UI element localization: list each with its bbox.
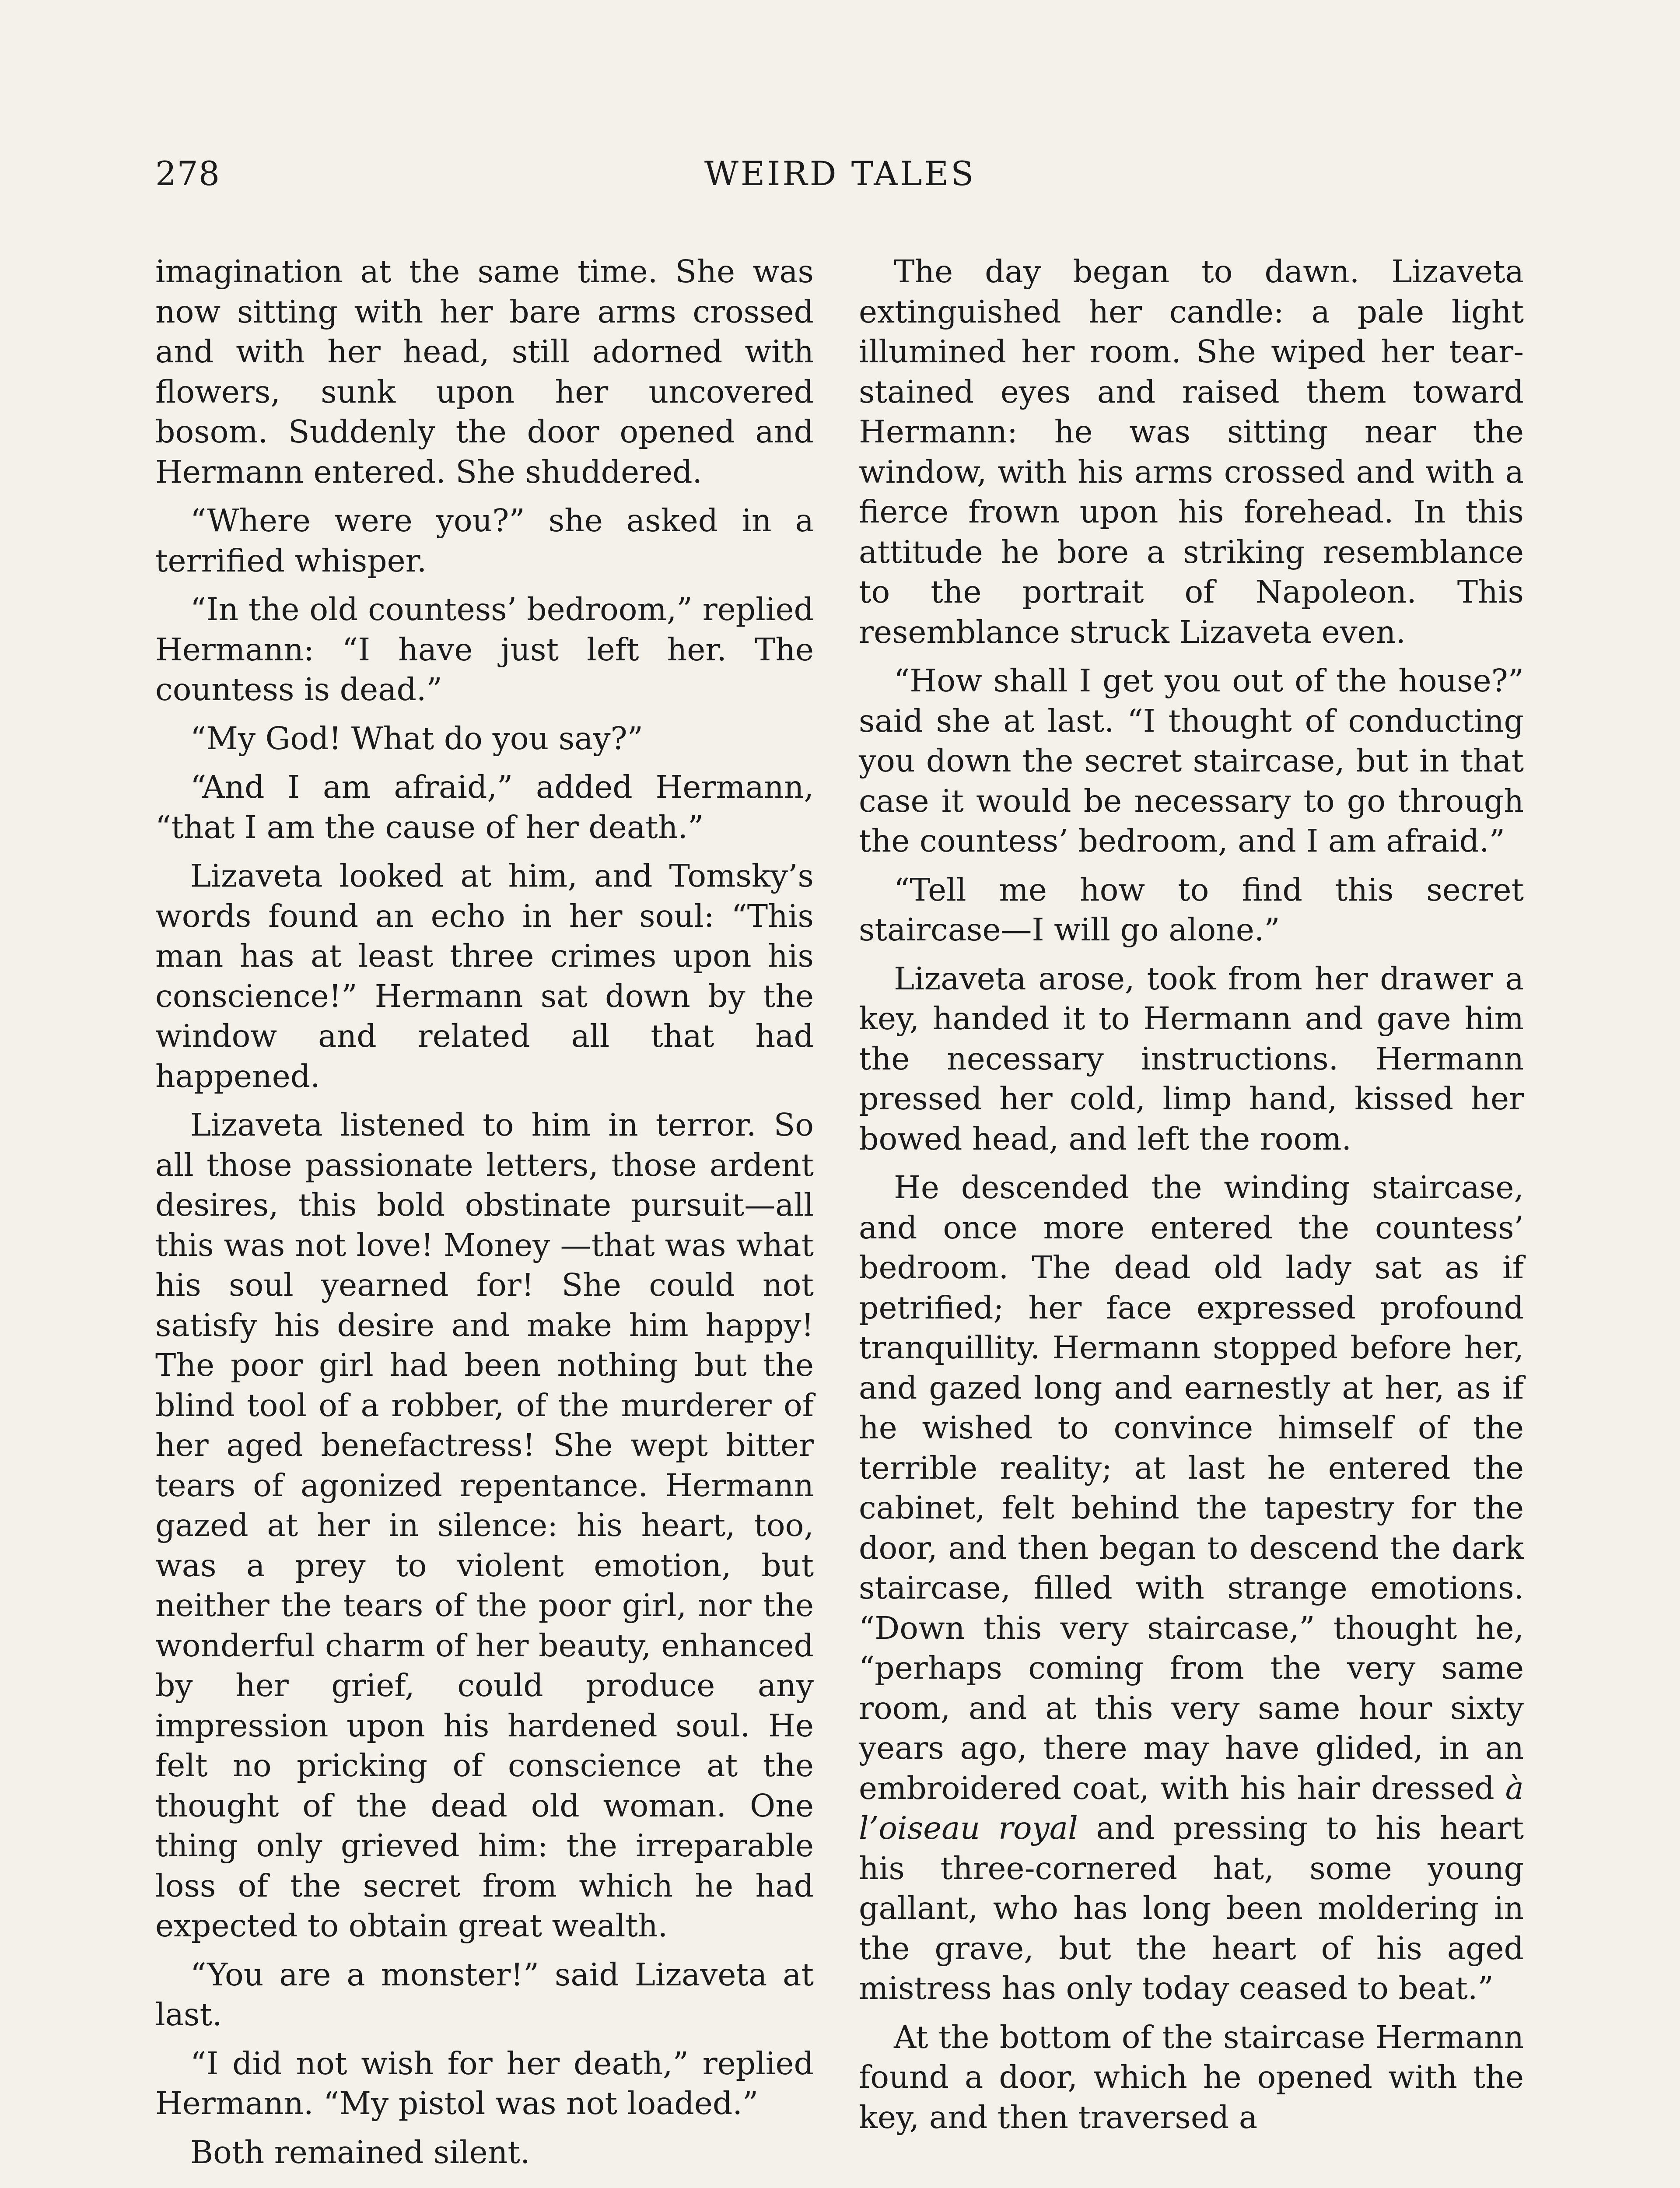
paragraph: “How shall I get you out of the house?” said she at last. “I thought of conducting you down the secret staircase, but in that case it would be necessary to go through the countess’ bedroom, and I am afraid.” <box>859 663 1524 859</box>
paragraph: “Tell me how to find this secret staircase—I will go alone.” <box>859 871 1524 948</box>
page-number: 278 <box>155 154 220 193</box>
paragraph: “My God! What do you say?” <box>190 720 643 757</box>
running-head: WEIRD TALES <box>704 154 976 193</box>
paragraph: Lizaveta looked at him, and Tomsky’s words found an echo in her soul: “This man has at least three crimes upon his conscience!” Hermann sat down by the window and related all that had happened. <box>155 858 814 1094</box>
paragraph: At the bottom of the staircase Hermann found a door, which he opened with the key, and then traversed a <box>859 2019 1524 2135</box>
paragraph: “In the old countess’ bedroom,” replied Hermann: “I have just left her. The countess is dead.” <box>155 591 814 708</box>
paragraph <box>859 1168 1524 2009</box>
paragraph-text: He descended the winding staircase, and once more entered the countess’ bedroom. The dead old lady sat as if petrified; her face expressed profound tranquillity. Hermann stopped before her, and gazed long and earnestly at her, as if he wished to convince himself of the terrible reality; at last he entered the cabinet, felt behind the tapestry for the door, and then began to descend the dark staircase, filled with strange emotions. “Down this very staircase,” thought he, “perhaps coming from the very same room, and at this very same hour sixty years ago, there may have glided, in an embroidered coat, with his hair dressed <box>859 1169 1524 1806</box>
paragraph: “Where were you?” she asked in a terrified whisper. <box>155 502 814 579</box>
paragraph: imagination at the same time. She was now sitting with her bare arms crossed and with her head, still adorned with flowers, sunk upon her uncovered bosom. Suddenly the door opened and Hermann entered. She shuddered. <box>155 253 814 490</box>
paragraph: “You are a monster!” said Lizaveta at last. <box>155 1956 814 2033</box>
paragraph: Lizaveta arose, took from her drawer a key, handed it to Hermann and gave him the necessary instructions. Hermann pressed her cold, limp hand, kissed her bowed head, and left the room. <box>859 960 1524 1157</box>
paragraph: Both remained silent. <box>190 2134 530 2170</box>
left-column <box>155 252 814 2181</box>
paragraph-text-continued: and pressing to his heart his three-cornered hat, some young gallant, who has long been moldering in the grave, but the heart of his aged mistress has only today ceased to beat.” <box>859 1810 1524 2006</box>
right-column <box>859 252 1524 2146</box>
paragraph: “I did not wish for her death,” replied Hermann. “My pistol was not loaded.” <box>155 2045 814 2121</box>
paragraph: “And I am afraid,” added Hermann, “that I am the cause of her death.” <box>155 769 814 845</box>
italic-phrase: à l’oiseau royal <box>859 1770 1524 1846</box>
paragraph: The day began to dawn. Lizaveta extinguished her candle: a pale light illumined her room. She wiped her tear-stained eyes and raised them toward Hermann: he was sitting near the window, with his arms crossed and with a fierce frown upon his forehead. In this attitude he bore a striking resemblance to the portrait of Napoleon. This resemblance struck Lizaveta even. <box>859 253 1524 650</box>
paragraph: Lizaveta listened to him in terror. So all those passionate letters, those ardent desires, this bold obstinate pursuit—all this was not love! Money —that was what his soul yearned for! She could not satisfy his desire and make him happy! The poor girl had been nothing but the blind tool of a robber, of the murderer of her aged benefactress! She wept bitter tears of agonized repentance. Hermann gazed at her in silence: his heart, too, was a prey to violent emotion, but neither the tears of the poor girl, nor the wonderful charm of her beauty, enhanced by her grief, could produce any impression upon his hardened soul. He felt no pricking of conscience at the thought of the dead old woman. One thing only grieved him: the irreparable loss of the secret from which he had expected to obtain great wealth. <box>155 1107 814 1944</box>
